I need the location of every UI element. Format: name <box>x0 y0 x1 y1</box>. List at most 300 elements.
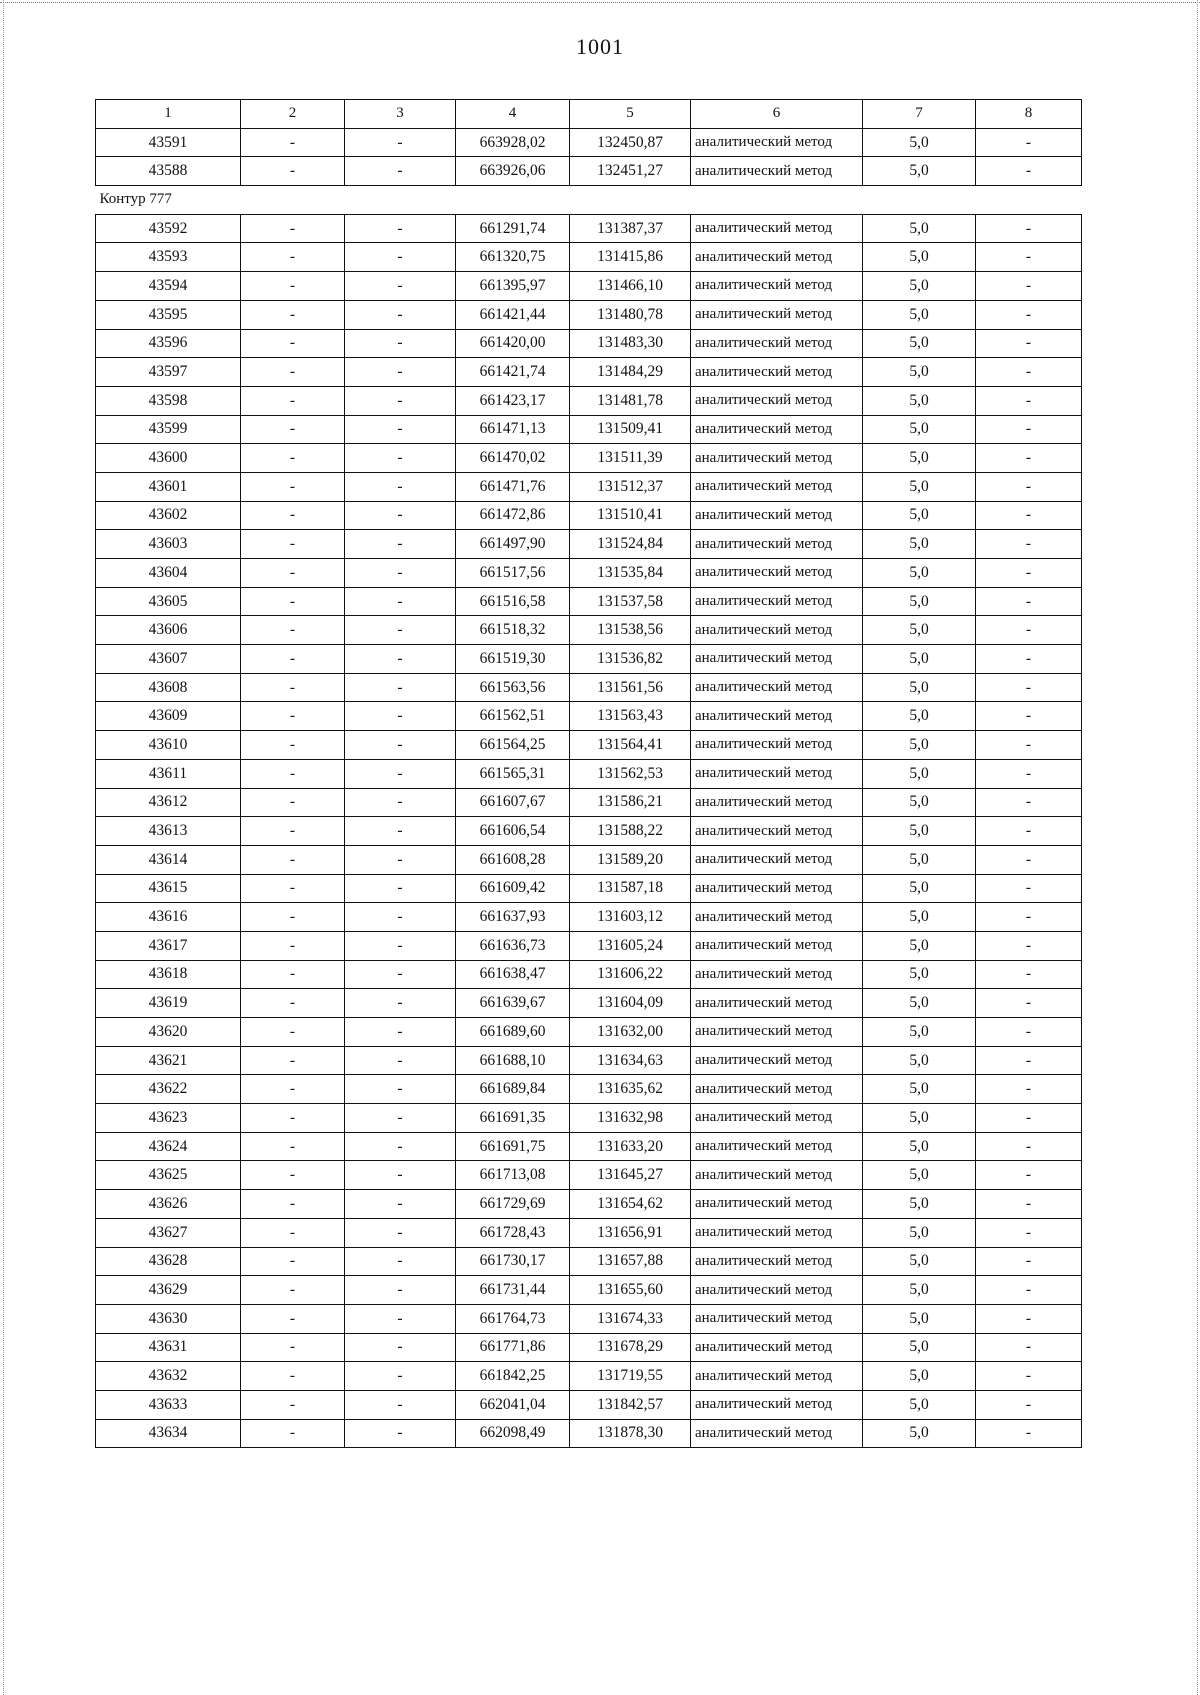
table-cell: - <box>976 1247 1082 1276</box>
table-row <box>96 472 1082 501</box>
table-cell: - <box>345 444 456 473</box>
table-cell: 5,0 <box>863 1390 976 1419</box>
table-cell: - <box>241 931 345 960</box>
section-label: Контур 777 <box>96 186 1082 215</box>
table-cell: - <box>976 1075 1082 1104</box>
table-cell: 131480,78 <box>570 300 691 329</box>
table-cell: 5,0 <box>863 587 976 616</box>
table-cell: - <box>241 759 345 788</box>
table-cell: - <box>241 1190 345 1219</box>
table-cell: - <box>976 931 1082 960</box>
table-cell: 661689,84 <box>456 1075 570 1104</box>
table-cell: аналитический метод <box>691 788 863 817</box>
table-cell: 43617 <box>96 931 241 960</box>
table-row <box>96 960 1082 989</box>
table-row <box>96 1075 1082 1104</box>
table-cell: 5,0 <box>863 1132 976 1161</box>
table-row <box>96 1132 1082 1161</box>
table-cell: 43602 <box>96 501 241 530</box>
table-cell: 661470,02 <box>456 444 570 473</box>
table-cell: 5,0 <box>863 931 976 960</box>
table-cell: 131511,39 <box>570 444 691 473</box>
table-cell: - <box>241 415 345 444</box>
table-cell: аналитический метод <box>691 645 863 674</box>
table-row <box>96 559 1082 588</box>
table-row <box>96 759 1082 788</box>
table-cell: аналитический метод <box>691 415 863 444</box>
table-cell: 661607,67 <box>456 788 570 817</box>
table-cell: - <box>241 272 345 301</box>
table-cell: - <box>345 1218 456 1247</box>
table-cell: 661423,17 <box>456 386 570 415</box>
table-cell: 43597 <box>96 358 241 387</box>
table-cell: 131633,20 <box>570 1132 691 1161</box>
table-cell: - <box>241 817 345 846</box>
table-cell: - <box>345 358 456 387</box>
table-cell: аналитический метод <box>691 358 863 387</box>
table-cell: 5,0 <box>863 243 976 272</box>
table-row <box>96 386 1082 415</box>
table-cell: - <box>345 272 456 301</box>
table-cell: аналитический метод <box>691 874 863 903</box>
table-row <box>96 1018 1082 1047</box>
table-cell: - <box>976 731 1082 760</box>
table-cell: - <box>976 645 1082 674</box>
table-cell: - <box>241 472 345 501</box>
table-cell: 43613 <box>96 817 241 846</box>
table-cell: - <box>345 1276 456 1305</box>
table-cell: - <box>976 702 1082 731</box>
table-cell: 43632 <box>96 1362 241 1391</box>
table-cell: - <box>241 845 345 874</box>
table-row <box>96 272 1082 301</box>
table-cell: - <box>345 817 456 846</box>
table-cell: 131561,56 <box>570 673 691 702</box>
table-cell: 43599 <box>96 415 241 444</box>
table-cell: - <box>976 989 1082 1018</box>
table-cell: 131878,30 <box>570 1419 691 1448</box>
table-cell: - <box>976 759 1082 788</box>
table-cell: 5,0 <box>863 1276 976 1305</box>
table-cell: 661689,60 <box>456 1018 570 1047</box>
table-cell: аналитический метод <box>691 128 863 157</box>
table-cell: аналитический метод <box>691 1075 863 1104</box>
table-cell: - <box>345 1390 456 1419</box>
table-cell: 661638,47 <box>456 960 570 989</box>
table-row <box>96 415 1082 444</box>
table-cell: 43607 <box>96 645 241 674</box>
table-cell: аналитический метод <box>691 960 863 989</box>
column-header: 3 <box>345 100 456 129</box>
table-cell: аналитический метод <box>691 530 863 559</box>
table-cell: 661291,74 <box>456 214 570 243</box>
table-cell: - <box>345 472 456 501</box>
table-cell: - <box>976 1190 1082 1219</box>
table-cell: аналитический метод <box>691 931 863 960</box>
table-cell: - <box>976 272 1082 301</box>
table-cell: 5,0 <box>863 874 976 903</box>
table-cell: 131564,41 <box>570 731 691 760</box>
table-cell: - <box>241 559 345 588</box>
table-cell: - <box>241 1104 345 1133</box>
table-cell: 661472,86 <box>456 501 570 530</box>
table-cell: аналитический метод <box>691 616 863 645</box>
table-cell: аналитический метод <box>691 903 863 932</box>
table-cell: 132450,87 <box>570 128 691 157</box>
table-cell: аналитический метод <box>691 157 863 186</box>
table-cell: 43616 <box>96 903 241 932</box>
table-cell: 661771,86 <box>456 1333 570 1362</box>
table-cell: - <box>241 1276 345 1305</box>
table-cell: 131587,18 <box>570 874 691 903</box>
table-cell: 43588 <box>96 157 241 186</box>
table-cell: 131562,53 <box>570 759 691 788</box>
table-cell: - <box>976 559 1082 588</box>
table-cell: - <box>241 1247 345 1276</box>
table-cell: - <box>241 214 345 243</box>
table-cell: 5,0 <box>863 272 976 301</box>
table-cell: 661636,73 <box>456 931 570 960</box>
table-cell: аналитический метод <box>691 1161 863 1190</box>
table-cell: - <box>241 1018 345 1047</box>
table-cell: 661606,54 <box>456 817 570 846</box>
table-cell: - <box>345 214 456 243</box>
column-header: 1 <box>96 100 241 129</box>
table-cell: - <box>976 845 1082 874</box>
table-cell: 131536,82 <box>570 645 691 674</box>
table-cell: аналитический метод <box>691 214 863 243</box>
table-cell: - <box>976 874 1082 903</box>
table-cell: - <box>345 1046 456 1075</box>
table-cell: 43624 <box>96 1132 241 1161</box>
table-cell: 131537,58 <box>570 587 691 616</box>
table-cell: - <box>345 1190 456 1219</box>
table-cell: аналитический метод <box>691 759 863 788</box>
table-cell: аналитический метод <box>691 1276 863 1305</box>
table-cell: - <box>345 673 456 702</box>
table-row <box>96 1276 1082 1305</box>
table-cell: 5,0 <box>863 300 976 329</box>
table-cell: - <box>345 1362 456 1391</box>
table-cell: 5,0 <box>863 559 976 588</box>
table-cell: 5,0 <box>863 960 976 989</box>
table-cell: 43627 <box>96 1218 241 1247</box>
table-cell: 131509,41 <box>570 415 691 444</box>
table-cell: 5,0 <box>863 1333 976 1362</box>
table-cell: 43631 <box>96 1333 241 1362</box>
table-cell: - <box>976 386 1082 415</box>
table-row <box>96 1419 1082 1448</box>
table-cell: 5,0 <box>863 1075 976 1104</box>
table-cell: 661518,32 <box>456 616 570 645</box>
table-cell: 661421,74 <box>456 358 570 387</box>
table-cell: - <box>345 300 456 329</box>
column-header: 8 <box>976 100 1082 129</box>
table-cell: - <box>976 1161 1082 1190</box>
table-cell: - <box>976 214 1082 243</box>
table-cell: аналитический метод <box>691 587 863 616</box>
table-row <box>96 731 1082 760</box>
table-cell: 43611 <box>96 759 241 788</box>
table-cell: аналитический метод <box>691 1247 863 1276</box>
table-cell: - <box>241 1046 345 1075</box>
table-cell: аналитический метод <box>691 1218 863 1247</box>
column-header: 7 <box>863 100 976 129</box>
table-cell: - <box>345 1304 456 1333</box>
table-cell: - <box>976 1218 1082 1247</box>
table-cell: 5,0 <box>863 1218 976 1247</box>
table-cell: 5,0 <box>863 1161 976 1190</box>
table-cell: - <box>345 731 456 760</box>
table-cell: аналитический метод <box>691 817 863 846</box>
table-cell: - <box>241 702 345 731</box>
table-cell: 43600 <box>96 444 241 473</box>
table-cell: 131586,21 <box>570 788 691 817</box>
table-cell: - <box>241 989 345 1018</box>
table-cell: 131481,78 <box>570 386 691 415</box>
table-cell: 5,0 <box>863 1304 976 1333</box>
table-cell: 43596 <box>96 329 241 358</box>
table-cell: - <box>345 1247 456 1276</box>
table-cell: 131535,84 <box>570 559 691 588</box>
table-cell: 661564,25 <box>456 731 570 760</box>
table-cell: 661562,51 <box>456 702 570 731</box>
table-cell: - <box>345 530 456 559</box>
table-cell: аналитический метод <box>691 1132 863 1161</box>
table-cell: - <box>345 702 456 731</box>
table-cell: 43592 <box>96 214 241 243</box>
section-row <box>96 186 1082 215</box>
table-cell: 131605,24 <box>570 931 691 960</box>
table-cell: 661565,31 <box>456 759 570 788</box>
table-cell: - <box>345 415 456 444</box>
table-row <box>96 587 1082 616</box>
table-cell: 43591 <box>96 128 241 157</box>
table-cell: - <box>976 817 1082 846</box>
table-cell: - <box>345 1161 456 1190</box>
column-header: 4 <box>456 100 570 129</box>
table-cell: 5,0 <box>863 329 976 358</box>
table-cell: 131589,20 <box>570 845 691 874</box>
table-cell: - <box>345 788 456 817</box>
table-cell: 662041,04 <box>456 1390 570 1419</box>
table-cell: 43609 <box>96 702 241 731</box>
table-cell: 663928,02 <box>456 128 570 157</box>
table-cell: - <box>345 960 456 989</box>
table-cell: - <box>976 616 1082 645</box>
table-cell: 5,0 <box>863 214 976 243</box>
table-cell: аналитический метод <box>691 243 863 272</box>
table-row <box>96 1161 1082 1190</box>
table-cell: 5,0 <box>863 1018 976 1047</box>
table-cell: - <box>976 128 1082 157</box>
table-cell: 5,0 <box>863 530 976 559</box>
table-cell: - <box>241 673 345 702</box>
table-cell: 131484,29 <box>570 358 691 387</box>
table-cell: - <box>976 1333 1082 1362</box>
table-cell: 661517,56 <box>456 559 570 588</box>
table-cell: - <box>345 501 456 530</box>
table-cell: 43628 <box>96 1247 241 1276</box>
table-cell: 5,0 <box>863 1046 976 1075</box>
table-cell: - <box>241 1362 345 1391</box>
table-cell: аналитический метод <box>691 329 863 358</box>
table-cell: - <box>976 587 1082 616</box>
table-cell: - <box>241 530 345 559</box>
table-header-row <box>96 100 1082 129</box>
table-cell: - <box>241 874 345 903</box>
table-cell: 43614 <box>96 845 241 874</box>
table-cell: - <box>976 530 1082 559</box>
table-cell: 661516,58 <box>456 587 570 616</box>
table-cell: - <box>345 1018 456 1047</box>
table-row <box>96 1218 1082 1247</box>
table-cell: - <box>241 1333 345 1362</box>
table-row <box>96 874 1082 903</box>
table-cell: - <box>241 903 345 932</box>
table-cell: 43606 <box>96 616 241 645</box>
table-cell: 661497,90 <box>456 530 570 559</box>
table-cell: - <box>345 989 456 1018</box>
table-row <box>96 788 1082 817</box>
table-cell: - <box>976 358 1082 387</box>
table-cell: аналитический метод <box>691 989 863 1018</box>
table-cell: - <box>345 1132 456 1161</box>
coordinates-table <box>95 99 1082 1448</box>
table-cell: 43625 <box>96 1161 241 1190</box>
table-cell: 43605 <box>96 587 241 616</box>
table-cell: - <box>241 1419 345 1448</box>
table-cell: аналитический метод <box>691 559 863 588</box>
table-cell: 131678,29 <box>570 1333 691 1362</box>
table-cell: 5,0 <box>863 845 976 874</box>
table-row <box>96 673 1082 702</box>
table-cell: - <box>241 444 345 473</box>
table-cell: 661395,97 <box>456 272 570 301</box>
table-cell: - <box>976 1390 1082 1419</box>
table-row <box>96 702 1082 731</box>
table-row <box>96 931 1082 960</box>
table-cell: - <box>345 587 456 616</box>
table-row <box>96 329 1082 358</box>
table-row <box>96 501 1082 530</box>
table-cell: 5,0 <box>863 759 976 788</box>
table-cell: 661713,08 <box>456 1161 570 1190</box>
table-cell: - <box>976 415 1082 444</box>
table-cell: 5,0 <box>863 501 976 530</box>
table-cell: - <box>976 444 1082 473</box>
table-cell: - <box>345 559 456 588</box>
table-cell: 5,0 <box>863 989 976 1018</box>
table-cell: аналитический метод <box>691 845 863 874</box>
table-cell: 131415,86 <box>570 243 691 272</box>
column-header: 2 <box>241 100 345 129</box>
table-cell: - <box>976 673 1082 702</box>
table-cell: 131466,10 <box>570 272 691 301</box>
table-cell: - <box>976 1276 1082 1305</box>
table-cell: 661609,42 <box>456 874 570 903</box>
table-cell: - <box>345 903 456 932</box>
table-cell: - <box>241 243 345 272</box>
table-cell: 661728,43 <box>456 1218 570 1247</box>
table-cell: 43612 <box>96 788 241 817</box>
table-cell: 131632,98 <box>570 1104 691 1133</box>
table-cell: аналитический метод <box>691 300 863 329</box>
table-cell: 661608,28 <box>456 845 570 874</box>
table-row <box>96 1104 1082 1133</box>
table-cell: - <box>345 845 456 874</box>
table-cell: 5,0 <box>863 1104 976 1133</box>
table-cell: 5,0 <box>863 128 976 157</box>
table-cell: 131563,43 <box>570 702 691 731</box>
table-cell: 43610 <box>96 731 241 760</box>
table-cell: 5,0 <box>863 1247 976 1276</box>
table-cell: - <box>976 1104 1082 1133</box>
table-cell: - <box>241 501 345 530</box>
table-row <box>96 300 1082 329</box>
table-row <box>96 1046 1082 1075</box>
table-cell: - <box>345 931 456 960</box>
table-cell: 131842,57 <box>570 1390 691 1419</box>
table-cell: 661691,35 <box>456 1104 570 1133</box>
table-row <box>96 989 1082 1018</box>
table-row <box>96 530 1082 559</box>
table-cell: - <box>241 1161 345 1190</box>
scan-edge-right <box>1197 0 1198 1695</box>
table-cell: 43634 <box>96 1419 241 1448</box>
table-cell: 5,0 <box>863 1190 976 1219</box>
table-cell: - <box>976 1132 1082 1161</box>
table-cell: 5,0 <box>863 1362 976 1391</box>
table-cell: 661730,17 <box>456 1247 570 1276</box>
table-cell: 132451,27 <box>570 157 691 186</box>
table-cell: 661639,67 <box>456 989 570 1018</box>
table-cell: 131657,88 <box>570 1247 691 1276</box>
table-cell: 131387,37 <box>570 214 691 243</box>
table-cell: 131674,33 <box>570 1304 691 1333</box>
scan-edge-left <box>3 0 4 1695</box>
table-cell: - <box>976 157 1082 186</box>
table-cell: - <box>241 788 345 817</box>
table-cell: 43593 <box>96 243 241 272</box>
table-cell: 43598 <box>96 386 241 415</box>
table-cell: - <box>345 386 456 415</box>
table-cell: 43620 <box>96 1018 241 1047</box>
table-row <box>96 903 1082 932</box>
table-cell: 5,0 <box>863 444 976 473</box>
table-cell: 43633 <box>96 1390 241 1419</box>
table-cell: аналитический метод <box>691 702 863 731</box>
table-cell: 43622 <box>96 1075 241 1104</box>
table-row <box>96 1190 1082 1219</box>
table-cell: 43604 <box>96 559 241 588</box>
table-cell: 43608 <box>96 673 241 702</box>
table-cell: аналитический метод <box>691 1046 863 1075</box>
table-cell: аналитический метод <box>691 1362 863 1391</box>
table-cell: - <box>241 1304 345 1333</box>
table-cell: аналитический метод <box>691 731 863 760</box>
table-cell: 131634,63 <box>570 1046 691 1075</box>
table-cell: 5,0 <box>863 616 976 645</box>
table-cell: 5,0 <box>863 673 976 702</box>
table-cell: 131603,12 <box>570 903 691 932</box>
table-cell: - <box>241 1075 345 1104</box>
table-cell: - <box>241 587 345 616</box>
table-cell: 43603 <box>96 530 241 559</box>
table-row <box>96 157 1082 186</box>
table-cell: - <box>976 329 1082 358</box>
table-cell: аналитический метод <box>691 1304 863 1333</box>
